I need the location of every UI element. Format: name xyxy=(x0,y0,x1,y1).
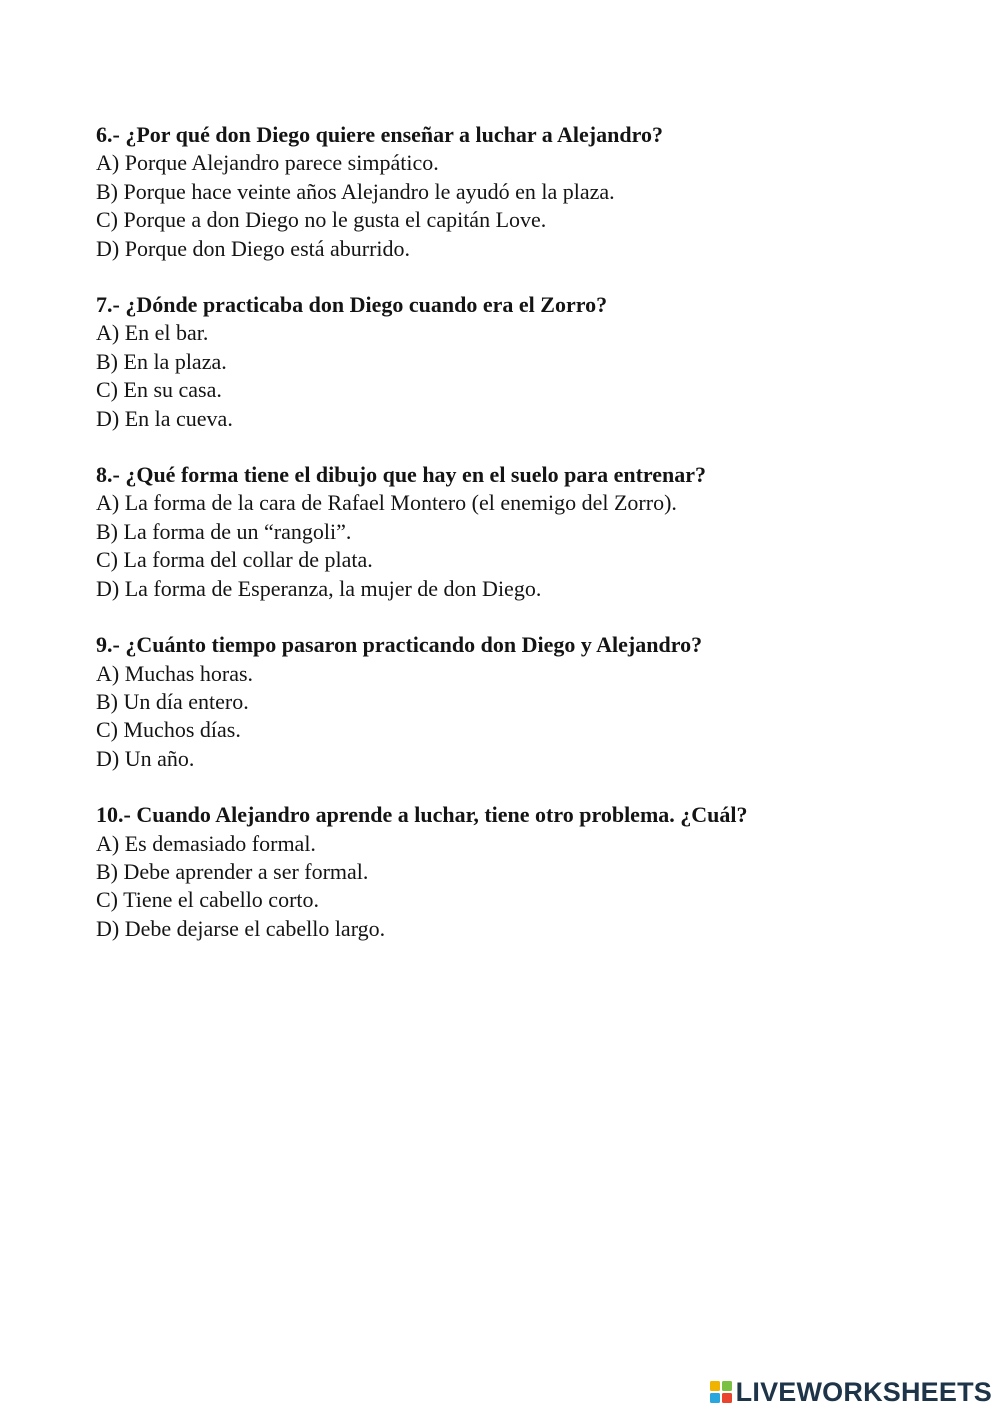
answer-option-c: C) Muchos días. xyxy=(96,717,241,743)
answer-option-a: A) La forma de la cara de Rafael Montero (el enemigo del Zorro). xyxy=(96,490,677,516)
answer-option-a: A) Porque Alejandro parece simpático. xyxy=(96,150,439,176)
question-title: 10.- Cuando Alejandro aprende a luchar, tiene otro problema. ¿Cuál? xyxy=(96,802,748,828)
question-6 xyxy=(96,121,956,263)
answer-option-d: D) Debe dejarse el cabello largo. xyxy=(96,915,386,941)
question-8 xyxy=(96,461,956,603)
question-9 xyxy=(96,631,956,773)
answer-option-a: A) Es demasiado formal. xyxy=(96,830,316,856)
answer-option-c: C) Tiene el cabello corto. xyxy=(96,887,320,913)
answer-option-c: C) La forma del collar de plata. xyxy=(96,547,373,573)
question-title: 8.- ¿Qué forma tiene el dibujo que hay en el suelo para entrenar? xyxy=(96,462,707,488)
answer-option-b: B) Debe aprender a ser formal. xyxy=(96,858,369,884)
liveworksheets-brand xyxy=(709,1377,992,1407)
question-title: 7.- ¿Dónde practicaba don Diego cuando era el Zorro? xyxy=(96,292,608,318)
answer-option-d: D) Porque don Diego está aburrido. xyxy=(96,235,411,261)
answer-option-a: A) Muchas horas. xyxy=(96,660,254,686)
answer-option-d: D) En la cueva. xyxy=(96,405,233,431)
answer-option-a: A) En el bar. xyxy=(96,320,209,346)
question-title: 9.- ¿Cuánto tiempo pasaron practicando don Diego y Alejandro? xyxy=(96,632,703,658)
answer-option-d: D) La forma de Esperanza, la mujer de don Diego. xyxy=(96,575,542,601)
question-7 xyxy=(96,291,956,433)
liveworksheets-wordmark: LIVEWORKSHEETS xyxy=(735,1377,992,1407)
questions-list xyxy=(96,121,956,971)
question-10 xyxy=(96,801,956,943)
answer-option-c: C) Porque a don Diego no le gusta el capitán Love. xyxy=(96,207,547,233)
answer-option-c: C) En su casa. xyxy=(96,377,222,403)
answer-option-b: B) En la plaza. xyxy=(96,348,227,374)
answer-option-d: D) Un año. xyxy=(96,745,195,771)
question-title: 6.- ¿Por qué don Diego quiere enseñar a luchar a Alejandro? xyxy=(96,122,663,147)
liveworksheets-logo-icon xyxy=(709,1380,733,1404)
answer-option-b: B) La forma de un “rangoli”. xyxy=(96,518,352,544)
answer-option-b: B) Porque hace veinte años Alejandro le ayudó en la plaza. xyxy=(96,178,615,204)
answer-option-b: B) Un día entero. xyxy=(96,688,249,714)
